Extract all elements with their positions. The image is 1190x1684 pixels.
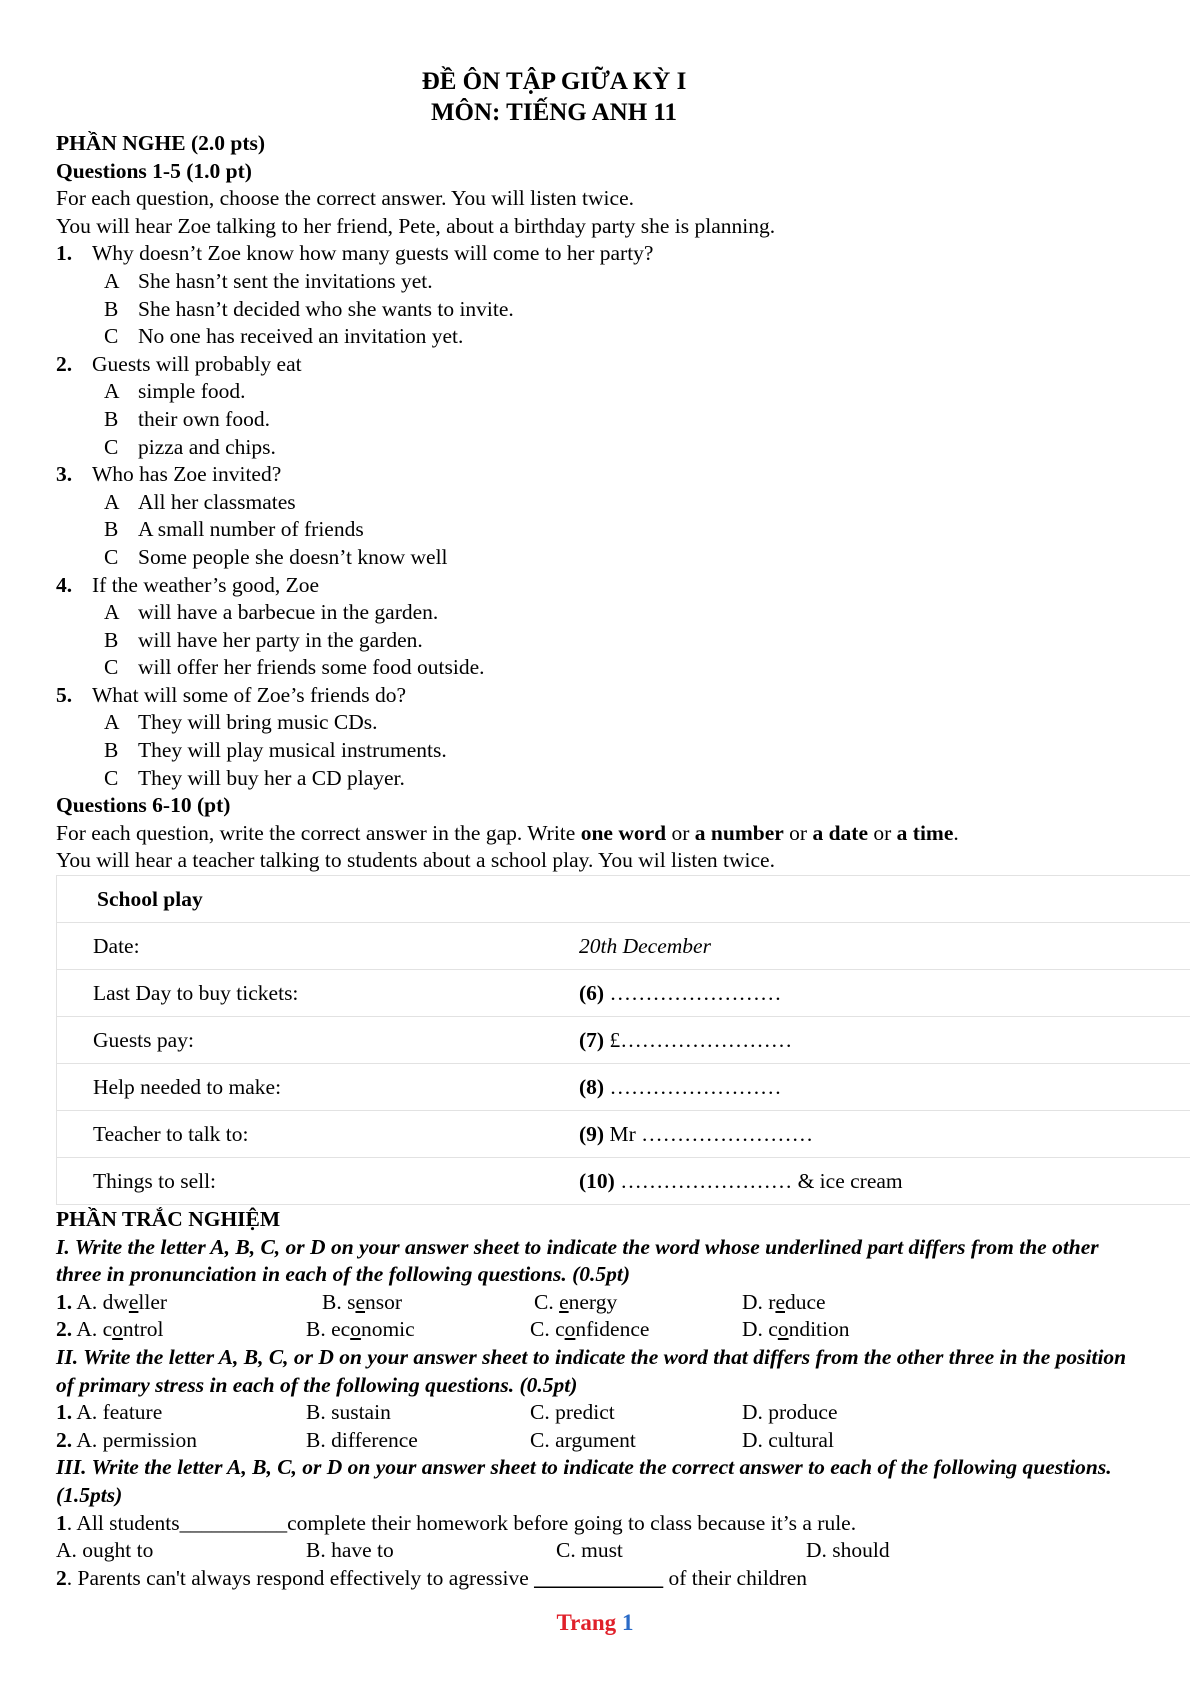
option-letter: A [104, 268, 120, 293]
option-b: B. difference [306, 1427, 418, 1452]
option-text: ndition [788, 1317, 850, 1342]
option-letter: B [104, 406, 119, 431]
row-value-text: …………………… [604, 980, 782, 1005]
row-value [539, 1158, 1190, 1205]
table-row [57, 876, 1190, 923]
footer-label: Trang [556, 1610, 617, 1635]
row-value-text: 20th December [579, 933, 711, 958]
school-play-table [56, 875, 1190, 1205]
row-value [539, 1017, 1190, 1064]
option-text: They will bring music CDs. [138, 710, 378, 735]
row-number: (6) [579, 980, 605, 1005]
option-text: D. c [742, 1317, 778, 1342]
option-text: will offer her friends some food outside. [138, 655, 485, 680]
question-number: 1. [56, 1400, 73, 1425]
option-text: will have a barbecue in the garden. [138, 600, 439, 625]
option-text: A small number of friends [138, 517, 364, 542]
underlined-letter: e [775, 1289, 785, 1314]
table-row [57, 1111, 1190, 1158]
question-number: 2. [56, 351, 73, 376]
option-a [56, 1427, 306, 1455]
question-number: 1 [56, 1510, 67, 1535]
row-number: (7) [579, 1027, 605, 1052]
section3-question-2 [56, 1565, 1156, 1593]
option-d: D. produce [742, 1400, 838, 1425]
option-b [306, 1316, 530, 1344]
option-text: their own food. [138, 406, 270, 431]
option-c: C. predict [530, 1400, 615, 1425]
option-letter: C [104, 324, 119, 349]
row-value [539, 1064, 1190, 1111]
section2-question-1 [56, 1399, 1156, 1427]
question-text: Who has Zoe invited? [92, 462, 282, 487]
listening-question-1 [56, 240, 1156, 350]
option-letter: A [104, 489, 120, 514]
option-text: She hasn’t sent the invitations yet. [138, 268, 433, 293]
question-text: Why doesn’t Zoe know how many guests will come to her party? [92, 241, 654, 266]
part1-instruction-2: You will hear Zoe talking to her friend, Pete, about a birthday party she is planning. [56, 213, 776, 238]
underlined-letter: e [128, 1289, 139, 1314]
option-a [56, 1316, 306, 1344]
question-number: 5. [56, 682, 73, 707]
instr-bold: one word [580, 820, 667, 845]
table-title: School play [57, 876, 1190, 923]
instr-text: or [783, 820, 813, 845]
section1-question-1 [56, 1289, 1156, 1317]
row-label: Help needed to make: [57, 1064, 540, 1111]
option-text: C. [534, 1289, 560, 1314]
instr-text: For each question, write the correct answer in the gap. Write [56, 820, 581, 845]
option-text: will have her party in the garden. [138, 627, 423, 652]
row-value-text: £…………………… [604, 1027, 793, 1052]
listening-question-2 [56, 351, 1156, 461]
question-number: 2 [56, 1565, 67, 1590]
underlined-letter: o [564, 1317, 576, 1342]
part1-instruction-1: For each question, choose the correct answer. You will listen twice. [56, 186, 634, 211]
option-letter: A [104, 600, 120, 625]
underlined-letter: e [559, 1289, 569, 1314]
mcq-heading: PHẦN TRẮC NGHIỆM [56, 1207, 281, 1232]
row-number: (9) [579, 1121, 605, 1146]
option-text: simple food. [138, 379, 246, 404]
document-body [56, 130, 1156, 1592]
section1-instruction: I. Write the letter A, B, C, or D on your answer sheet to indicate the word whose underlined part differs from the other three in pronunciation in each of the following questions. (0.5pt) [56, 1234, 1099, 1287]
underlined-letter: o [777, 1317, 789, 1342]
question-text: What will some of Zoe’s friends do? [92, 682, 407, 707]
row-number: (8) [579, 1074, 605, 1099]
option-text: ller [138, 1289, 168, 1314]
table-row [57, 1158, 1190, 1205]
listening-heading: PHẦN NGHE (2.0 pts) [56, 131, 266, 155]
question-text: . Parents can't always respond effectively to agressive [66, 1565, 535, 1590]
part2-instruction-1 [56, 820, 1156, 848]
row-value [539, 970, 1190, 1017]
instr-bold: a time [896, 820, 954, 845]
section2-question-2 [56, 1427, 1156, 1455]
option-letter: B [104, 627, 119, 652]
table-row [57, 1017, 1190, 1064]
question-number: 4. [56, 572, 73, 597]
option-text: All her classmates [138, 489, 296, 514]
option-text: A. c [72, 1317, 113, 1342]
part2-instruction-2: You will hear a teacher talking to students about a school play. You wil listen twice. [56, 848, 775, 873]
option-c: C. argument [530, 1427, 636, 1452]
underlined-letter: e [355, 1289, 366, 1314]
row-value-text: …………………… [604, 1074, 782, 1099]
row-label: Things to sell: [57, 1158, 540, 1205]
option-d: D. cultural [742, 1427, 834, 1452]
option-text: B. s [322, 1289, 356, 1314]
row-value-text: …………………… & ice cream [614, 1168, 903, 1193]
row-label: Date: [57, 923, 540, 970]
option-text: They will buy her a CD player. [138, 765, 405, 790]
question-number: 2. [56, 1427, 73, 1452]
page-number: 1 [621, 1610, 634, 1635]
table-row [57, 1064, 1190, 1111]
option-b: B. have to [306, 1538, 394, 1563]
row-number: (10) [579, 1168, 615, 1193]
option-text: nsor [365, 1289, 403, 1314]
option-text: No one has received an invitation yet. [138, 324, 464, 349]
option-letter: C [104, 655, 119, 680]
option-c [534, 1289, 742, 1317]
option-text: nfidence [575, 1317, 650, 1342]
option-c: C. must [556, 1538, 623, 1563]
listening-question-5 [56, 682, 1156, 792]
option-text: They will play musical instruments. [138, 738, 447, 763]
section3-instruction: III. Write the letter A, B, C, or D on your answer sheet to indicate the correct answer to each of the following questions. (1.5pts) [56, 1455, 1112, 1507]
part1-heading: Questions 1-5 (1.0 pt) [56, 158, 252, 183]
instr-text: or [868, 820, 897, 845]
option-letter: B [104, 296, 119, 321]
option-text: A. feature [72, 1400, 163, 1425]
row-value [539, 923, 1190, 970]
table-row [57, 970, 1190, 1017]
page-footer [0, 1610, 1190, 1636]
title-line-2: MÔN: TIẾNG ANH 11 [430, 99, 678, 126]
option-a [56, 1399, 306, 1427]
option-text: ntrol [122, 1317, 164, 1342]
option-text: Some people she doesn’t know well [138, 544, 448, 569]
option-text: C. c [530, 1317, 565, 1342]
option-letter: A [104, 710, 120, 735]
question-number: 2. [56, 1317, 73, 1342]
option-d [742, 1289, 826, 1317]
instr-bold: a number [694, 820, 784, 845]
underlined-letter: o [112, 1317, 123, 1342]
option-text: D. r [742, 1289, 776, 1314]
instr-bold: a date [812, 820, 868, 845]
row-label: Teacher to talk to: [57, 1111, 540, 1158]
option-letter: B [104, 517, 119, 542]
option-text: She hasn’t decided who she wants to invite. [138, 296, 514, 321]
part2-heading: Questions 6-10 (pt) [56, 793, 231, 818]
question-text: of their children [663, 1565, 808, 1590]
option-letter: C [104, 544, 119, 569]
title-line-1: ĐỀ ÔN TẬP GIỮA KỲ I [421, 68, 687, 95]
listening-question-3 [56, 461, 1156, 571]
underlined-letter: o [350, 1317, 361, 1342]
question-text: . All students__________complete their homework before going to class because it’s a rule. [66, 1510, 857, 1535]
table-row [57, 923, 1190, 970]
option-d: D. should [806, 1538, 890, 1563]
option-letter: A [104, 379, 120, 404]
option-letter: B [104, 738, 119, 763]
option-d [742, 1316, 850, 1344]
option-text: nomic [360, 1317, 415, 1342]
answer-blank: ____________ [534, 1565, 664, 1590]
option-b [322, 1289, 534, 1317]
option-c [530, 1316, 742, 1344]
option-b: B. sustain [306, 1400, 391, 1425]
row-label: Guests pay: [57, 1017, 540, 1064]
option-text: nergy [568, 1289, 618, 1314]
option-a: A. ought to [56, 1538, 154, 1563]
option-letter: C [104, 434, 119, 459]
option-text: A. dw [72, 1289, 129, 1314]
instr-text: . [953, 820, 959, 845]
instr-text: or [666, 820, 695, 845]
option-letter: C [104, 765, 119, 790]
option-a [56, 1289, 322, 1317]
section1-question-2 [56, 1316, 1156, 1344]
option-text: pizza and chips. [138, 434, 276, 459]
option-text: duce [784, 1289, 826, 1314]
listening-question-4 [56, 572, 1156, 682]
row-value-text: Mr …………………… [604, 1121, 814, 1146]
question-number: 1. [56, 1289, 73, 1314]
row-value [539, 1111, 1190, 1158]
row-label: Last Day to buy tickets: [57, 970, 540, 1017]
question-number: 1. [56, 241, 73, 266]
option-text: A. permission [72, 1427, 197, 1452]
section3-question-1 [56, 1510, 1156, 1538]
option-text: B. ec [306, 1317, 351, 1342]
document-title [0, 66, 1108, 128]
question-text: If the weather’s good, Zoe [92, 572, 320, 597]
section3-question-1-options [56, 1537, 1156, 1565]
question-number: 3. [56, 462, 73, 487]
section2-instruction: II. Write the letter A, B, C, or D on your answer sheet to indicate the word that differs from the other three in the position of primary stress in each of the following questions. (0.5pt) [56, 1345, 1127, 1397]
question-text: Guests will probably eat [92, 351, 302, 376]
